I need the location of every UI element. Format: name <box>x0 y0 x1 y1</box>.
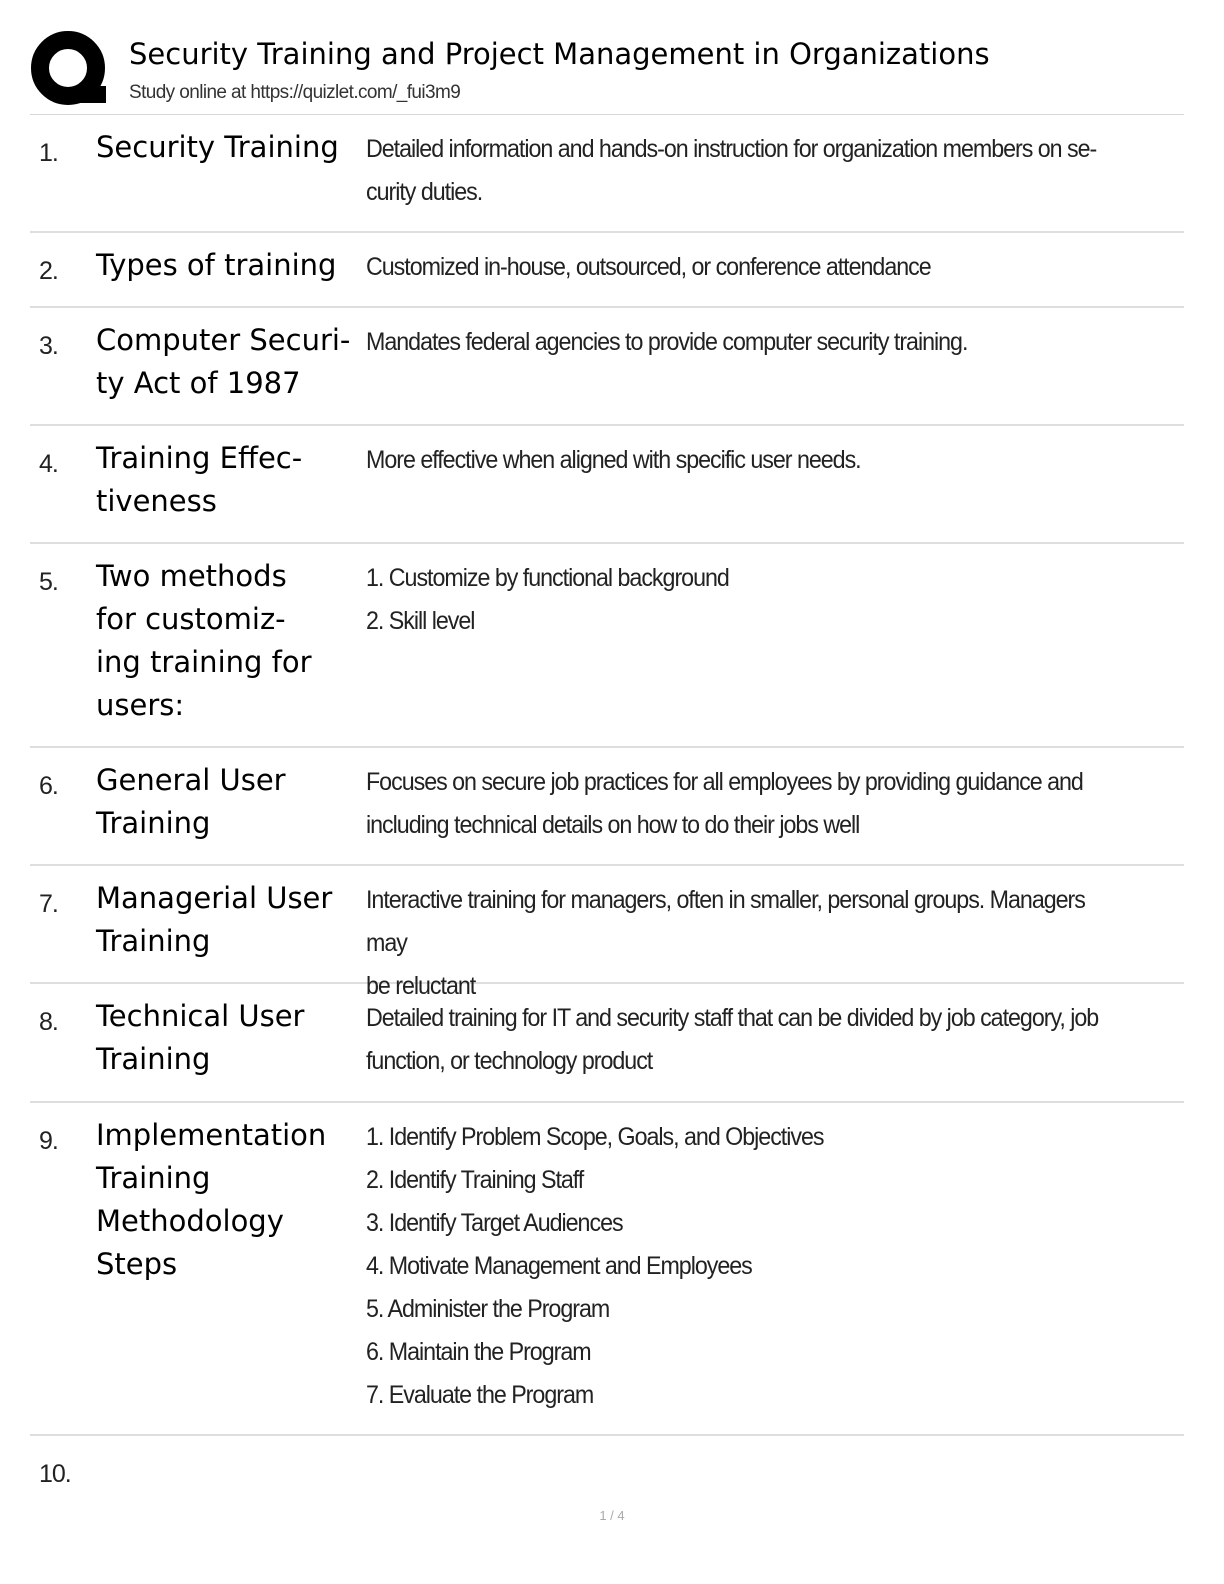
card-number: 7. <box>39 890 58 918</box>
flashcard-9 <box>30 1103 1184 1436</box>
flashcard-3 <box>30 308 1184 426</box>
card-term: Security Training <box>96 130 339 164</box>
card-definition: Detailed information and hands-on instruction for organization members on se- curity duties. <box>366 135 1097 206</box>
flashcard-8 <box>30 984 1184 1103</box>
study-online-link[interactable]: Study online at https://quizlet.com/_fui3m9 <box>129 82 461 103</box>
flashcard-6 <box>30 748 1184 866</box>
card-definition: More effective when aligned with specific user needs. <box>366 446 861 474</box>
card-number: 10. <box>39 1460 71 1488</box>
card-term: Managerial User Training <box>96 881 333 958</box>
document-header <box>30 28 1184 114</box>
card-definition: Mandates federal agencies to provide computer security training. <box>366 328 968 356</box>
card-term: Computer Securi- ty Act of 1987 <box>96 323 351 400</box>
card-definition: Interactive training for managers, often in smaller, personal groups. Managers may be reluctant <box>366 886 1085 1000</box>
card-definition: Detailed training for IT and security staff that can be divided by job category, job function, or technology product <box>366 1004 1099 1075</box>
card-number: 3. <box>39 332 58 360</box>
card-definition: Customized in-house, outsourced, or conference attendance <box>366 253 931 281</box>
card-term: General User Training <box>96 763 286 840</box>
card-number: 2. <box>39 257 58 285</box>
card-number: 1. <box>39 139 58 167</box>
card-number: 6. <box>39 772 58 800</box>
card-term: Implementation Training Methodology Steps <box>96 1118 327 1281</box>
card-number: 5. <box>39 568 58 596</box>
card-definition: Focuses on secure job practices for all employees by providing guidance and including technical details on how to do their jobs well <box>366 768 1083 839</box>
quizlet-q-logo-icon <box>30 30 110 110</box>
card-term: Types of training <box>96 248 337 282</box>
card-term: Training Effec- tiveness <box>96 441 303 518</box>
document-title: Security Training and Project Management in Organizations <box>129 37 990 71</box>
card-number: 9. <box>39 1127 58 1155</box>
flashcard-list <box>30 115 1184 1506</box>
flashcard-1 <box>30 115 1184 233</box>
flashcard-4 <box>30 426 1184 544</box>
flashcard-10 <box>30 1436 1184 1506</box>
card-definition: 1. Identify Problem Scope, Goals, and Objectives 2. Identify Training Staff 3. Identify Target Audiences 4. Motivate Management and Employees 5. Administer the Program 6. Maintain the Program 7. Evaluate the Program <box>366 1123 824 1409</box>
card-number: 4. <box>39 450 58 478</box>
card-definition: 1. Customize by functional background 2. Skill level <box>366 564 729 635</box>
card-term: Technical User Training <box>96 999 305 1076</box>
flashcard-5 <box>30 544 1184 748</box>
flashcard-2 <box>30 233 1184 308</box>
card-term: Two methods for customiz- ing training for users: <box>96 559 312 722</box>
flashcard-7 <box>30 866 1184 1000</box>
page-number: 1 / 4 <box>599 1508 625 1523</box>
card-number: 8. <box>39 1008 58 1036</box>
